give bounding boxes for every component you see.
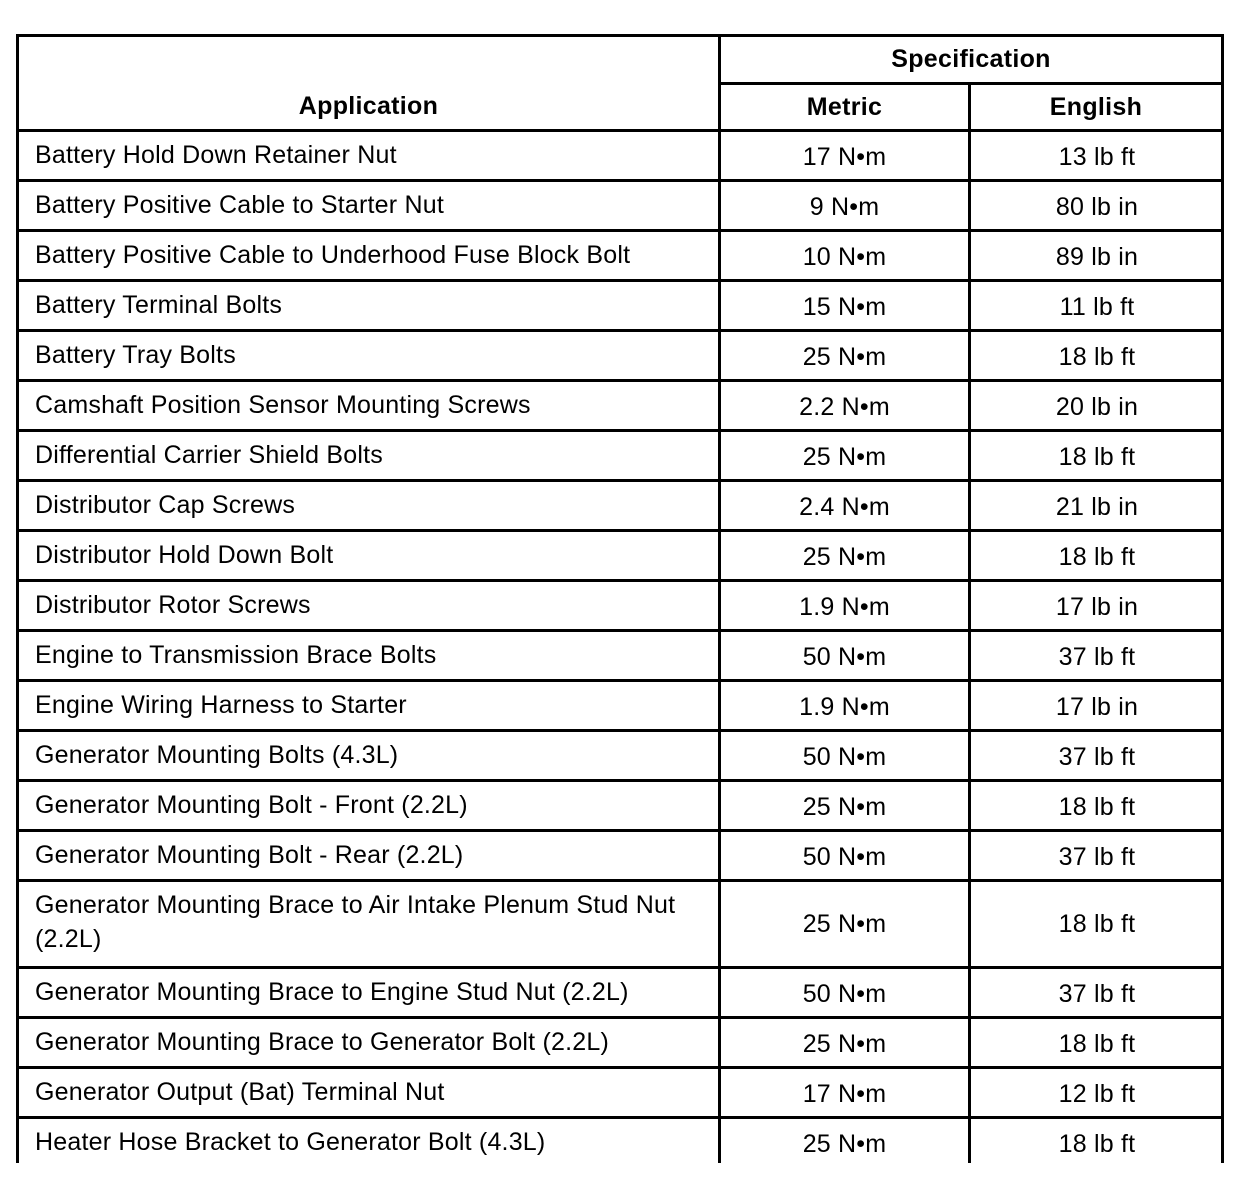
table-row [18,631,1223,681]
metric-value-cell: 25 N•m [720,431,970,481]
metric-column-header: Metric [720,84,970,131]
metric-value-cell: 10 N•m [720,231,970,281]
english-value-cell: 18 lb ft [970,531,1223,581]
english-value-cell: 37 lb ft [970,968,1223,1018]
metric-value-cell: 2.2 N•m [720,381,970,431]
application-cell: Generator Mounting Bolt - Rear (2.2L) [18,831,720,881]
english-column-header: English [970,84,1223,131]
table-row [18,881,1223,968]
metric-value-cell: 15 N•m [720,281,970,331]
table-row [18,131,1223,181]
english-value-cell: 18 lb ft [970,881,1223,968]
application-cell: Engine to Transmission Brace Bolts [18,631,720,681]
table-header [18,36,1223,131]
table-row [18,231,1223,281]
english-value-cell: 18 lb ft [970,431,1223,481]
metric-value-cell: 50 N•m [720,831,970,881]
english-value-cell: 12 lb ft [970,1068,1223,1118]
metric-value-cell: 25 N•m [720,1018,970,1068]
english-value-cell: 89 lb in [970,231,1223,281]
english-value-cell: 37 lb ft [970,831,1223,881]
english-value-cell: 13 lb ft [970,131,1223,181]
table-row [18,281,1223,331]
table-row [18,1118,1223,1163]
english-value-cell: 21 lb in [970,481,1223,531]
table-row [18,431,1223,481]
table-row [18,831,1223,881]
metric-value-cell: 1.9 N•m [720,581,970,631]
application-cell: Generator Mounting Brace to Generator Bolt (2.2L) [18,1018,720,1068]
table-row [18,181,1223,231]
english-value-cell: 80 lb in [970,181,1223,231]
table-row [18,1018,1223,1068]
application-cell: Engine Wiring Harness to Starter [18,681,720,731]
application-column-header: Application [18,36,720,131]
table-row [18,968,1223,1018]
english-value-cell: 17 lb in [970,581,1223,631]
application-cell: Battery Hold Down Retainer Nut [18,131,720,181]
application-cell: Battery Tray Bolts [18,331,720,381]
application-cell: Distributor Cap Screws [18,481,720,531]
application-cell: Camshaft Position Sensor Mounting Screws [18,381,720,431]
table-row [18,331,1223,381]
english-value-cell: 18 lb ft [970,1018,1223,1068]
metric-value-cell: 9 N•m [720,181,970,231]
application-cell: Distributor Rotor Screws [18,581,720,631]
metric-value-cell: 17 N•m [720,131,970,181]
english-value-cell: 18 lb ft [970,781,1223,831]
table-row [18,581,1223,631]
application-cell: Battery Positive Cable to Starter Nut [18,181,720,231]
english-value-cell: 37 lb ft [970,631,1223,681]
table-row [18,531,1223,581]
metric-value-cell: 50 N•m [720,968,970,1018]
english-value-cell: 18 lb ft [970,331,1223,381]
application-cell: Heater Hose Bracket to Generator Bolt (4.3L) [18,1118,720,1163]
application-cell: Generator Mounting Bolts (4.3L) [18,731,720,781]
metric-value-cell: 25 N•m [720,881,970,968]
metric-value-cell: 25 N•m [720,1118,970,1163]
english-value-cell: 11 lb ft [970,281,1223,331]
application-cell: Battery Terminal Bolts [18,281,720,331]
torque-spec-table [16,34,1224,1163]
metric-value-cell: 25 N•m [720,331,970,381]
english-value-cell: 18 lb ft [970,1118,1223,1163]
metric-value-cell: 1.9 N•m [720,681,970,731]
metric-value-cell: 50 N•m [720,731,970,781]
application-cell: Distributor Hold Down Bolt [18,531,720,581]
table-row [18,781,1223,831]
metric-value-cell: 25 N•m [720,531,970,581]
metric-value-cell: 2.4 N•m [720,481,970,531]
table-body [18,131,1223,1163]
specification-column-header: Specification [720,36,1223,84]
english-value-cell: 20 lb in [970,381,1223,431]
table-row [18,381,1223,431]
english-value-cell: 37 lb ft [970,731,1223,781]
application-cell: Generator Output (Bat) Terminal Nut [18,1068,720,1118]
application-cell: Generator Mounting Bolt - Front (2.2L) [18,781,720,831]
metric-value-cell: 17 N•m [720,1068,970,1118]
application-cell: Generator Mounting Brace to Engine Stud Nut (2.2L) [18,968,720,1018]
metric-value-cell: 25 N•m [720,781,970,831]
application-cell: Differential Carrier Shield Bolts [18,431,720,481]
table-row [18,1068,1223,1118]
table-row [18,481,1223,531]
english-value-cell: 17 lb in [970,681,1223,731]
application-cell: Generator Mounting Brace to Air Intake Plenum Stud Nut (2.2L) [18,881,720,968]
table-row [18,681,1223,731]
metric-value-cell: 50 N•m [720,631,970,681]
application-cell: Battery Positive Cable to Underhood Fuse Block Bolt [18,231,720,281]
table-row [18,731,1223,781]
